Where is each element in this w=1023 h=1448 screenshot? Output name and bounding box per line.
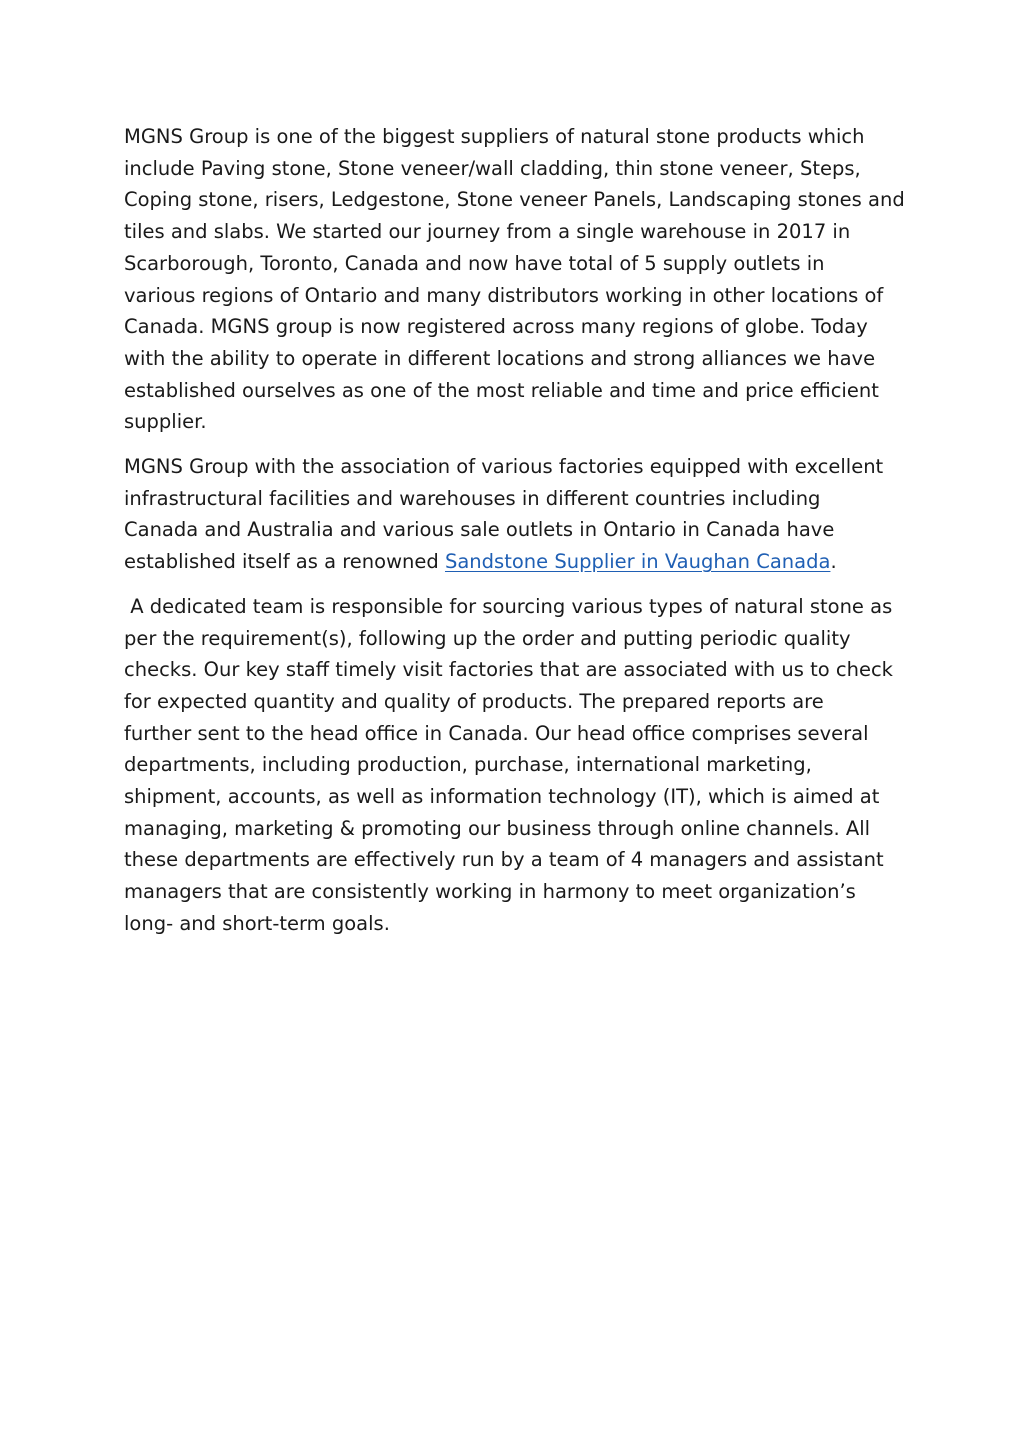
text-line: shipment, accounts, as well as information technology (IT), which is aimed at xyxy=(124,785,880,809)
text-before-link: established itself as a renowned xyxy=(124,550,445,574)
text-line: managing, marketing & promoting our business through online channels. All xyxy=(124,816,871,840)
text-line: Canada and Australia and various sale outlets in Ontario in Canada have xyxy=(124,518,835,542)
text-line: managers that are consistently working in harmony to meet organization’s xyxy=(124,880,856,904)
text-line: various regions of Ontario and many distributors working in other locations of xyxy=(124,283,884,307)
text-line: include Paving stone, Stone veneer/wall cladding, thin stone veneer, Steps, xyxy=(124,156,861,180)
text-line: Canada. MGNS group is now registered across many regions of globe. Today xyxy=(124,315,868,339)
text-line: for expected quantity and quality of products. The prepared reports are xyxy=(124,689,824,713)
text-line: per the requirement(s), following up the order and putting periodic quality xyxy=(124,626,851,650)
text-line: these departments are effectively run by a team of 4 managers and assistant xyxy=(124,848,884,872)
document-body xyxy=(124,121,914,953)
text-line: MGNS Group with the association of various factories equipped with excellent xyxy=(124,455,884,479)
text-line: A dedicated team is responsible for sourcing various types of natural stone as xyxy=(124,594,893,618)
sandstone-supplier-link[interactable]: Sandstone Supplier in Vaughan Canada xyxy=(444,550,831,574)
paragraph-association xyxy=(124,451,914,578)
text-line: departments, including production, purchase, international marketing, xyxy=(124,753,812,777)
text-line-with-link xyxy=(124,546,914,578)
text-line: tiles and slabs. We started our journey from a single warehouse in 2017 in xyxy=(124,220,851,244)
text-line: MGNS Group is one of the biggest suppliers of natural stone products which xyxy=(124,125,865,148)
text-line: supplier. xyxy=(124,410,207,434)
text-line: long- and short-term goals. xyxy=(124,911,390,935)
text-line: checks. Our key staff timely visit factories that are associated with us to check xyxy=(124,658,893,682)
text-line: infrastructural facilities and warehouses in different countries including xyxy=(124,486,821,510)
text-line: established ourselves as one of the most reliable and time and price efficient xyxy=(124,378,879,402)
paragraph-company-intro xyxy=(124,121,914,438)
text-line: further sent to the head office in Canada. Our head office comprises several xyxy=(124,721,869,745)
text-after-link: . xyxy=(830,550,837,574)
text-line: with the ability to operate in different locations and strong alliances we have xyxy=(124,346,876,370)
text-line: Coping stone, risers, Ledgestone, Stone veneer Panels, Landscaping stones and xyxy=(124,188,905,212)
text-line: Scarborough, Toronto, Canada and now have total of 5 supply outlets in xyxy=(124,251,825,275)
paragraph-team xyxy=(124,591,914,940)
